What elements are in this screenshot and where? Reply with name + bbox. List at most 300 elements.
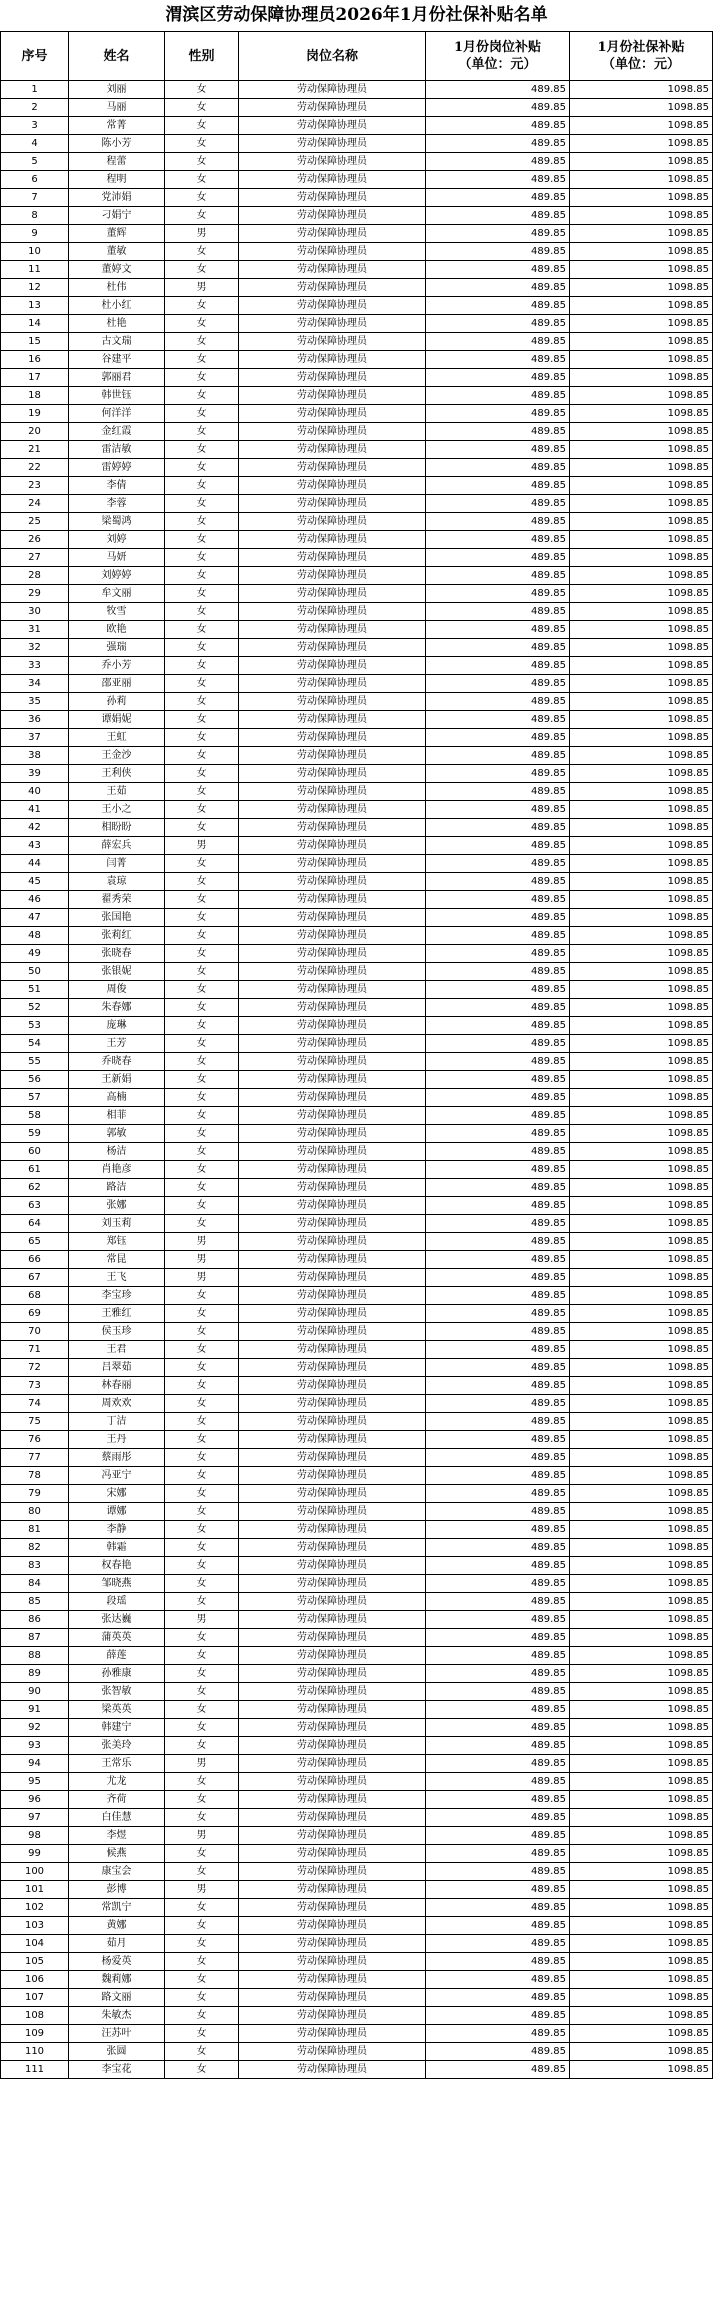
table-row [1,693,713,711]
row-position: 劳动保障协理员 [239,441,426,459]
header-social-subsidy [570,32,713,81]
row-index: 32 [1,639,69,657]
table-row [1,1017,713,1035]
row-gender: 女 [165,891,239,909]
row-index: 108 [1,2007,69,2025]
row-name: 马丽 [69,99,165,117]
row-post-subsidy: 489.85 [426,981,570,999]
row-position: 劳动保障协理员 [239,1899,426,1917]
table-row [1,1647,713,1665]
row-index: 104 [1,1935,69,1953]
row-gender: 女 [165,1917,239,1935]
row-position: 劳动保障协理员 [239,1773,426,1791]
row-name: 刁娟宁 [69,207,165,225]
table-row [1,1197,713,1215]
row-post-subsidy: 489.85 [426,585,570,603]
row-gender: 女 [165,765,239,783]
row-post-subsidy: 489.85 [426,1647,570,1665]
row-index: 21 [1,441,69,459]
row-post-subsidy: 489.85 [426,693,570,711]
row-name: 翟秀荣 [69,891,165,909]
row-social-subsidy: 1098.85 [570,189,713,207]
row-gender: 女 [165,1071,239,1089]
row-index: 99 [1,1845,69,1863]
row-social-subsidy: 1098.85 [570,1881,713,1899]
row-post-subsidy: 489.85 [426,1017,570,1035]
row-social-subsidy: 1098.85 [570,423,713,441]
row-post-subsidy: 489.85 [426,279,570,297]
row-index: 19 [1,405,69,423]
table-row [1,1575,713,1593]
row-index: 33 [1,657,69,675]
row-position: 劳动保障协理员 [239,1503,426,1521]
row-position: 劳动保障协理员 [239,603,426,621]
row-position: 劳动保障协理员 [239,1035,426,1053]
table-row [1,1665,713,1683]
row-post-subsidy: 489.85 [426,1683,570,1701]
row-name: 李静 [69,1521,165,1539]
row-post-subsidy: 489.85 [426,441,570,459]
row-gender: 女 [165,315,239,333]
row-gender: 女 [165,1197,239,1215]
row-index: 69 [1,1305,69,1323]
row-position: 劳动保障协理员 [239,1575,426,1593]
row-index: 70 [1,1323,69,1341]
row-name: 薛宏兵 [69,837,165,855]
row-post-subsidy: 489.85 [426,513,570,531]
row-index: 68 [1,1287,69,1305]
row-position: 劳动保障协理员 [239,1665,426,1683]
row-gender: 女 [165,1413,239,1431]
row-post-subsidy: 489.85 [426,1089,570,1107]
row-name: 强瑞 [69,639,165,657]
row-gender: 女 [165,1593,239,1611]
table-row [1,891,713,909]
row-position: 劳动保障协理员 [239,81,426,99]
table-row [1,567,713,585]
table-row [1,819,713,837]
row-position: 劳动保障协理员 [239,1485,426,1503]
row-gender: 女 [165,81,239,99]
row-position: 劳动保障协理员 [239,1791,426,1809]
row-name: 王小之 [69,801,165,819]
row-gender: 女 [165,1989,239,2007]
row-social-subsidy: 1098.85 [570,1053,713,1071]
row-gender: 女 [165,351,239,369]
row-index: 77 [1,1449,69,1467]
row-name: 李宝花 [69,2061,165,2079]
row-index: 31 [1,621,69,639]
row-name: 郭丽君 [69,369,165,387]
row-gender: 女 [165,855,239,873]
row-index: 94 [1,1755,69,1773]
row-social-subsidy: 1098.85 [570,1773,713,1791]
row-social-subsidy: 1098.85 [570,1107,713,1125]
row-post-subsidy: 489.85 [426,1215,570,1233]
row-position: 劳动保障协理员 [239,2007,426,2025]
row-post-subsidy: 489.85 [426,729,570,747]
row-post-subsidy: 489.85 [426,207,570,225]
row-post-subsidy: 489.85 [426,1251,570,1269]
table-row [1,99,713,117]
row-gender: 女 [165,1161,239,1179]
row-gender: 女 [165,783,239,801]
row-gender: 女 [165,1215,239,1233]
row-gender: 女 [165,639,239,657]
row-social-subsidy: 1098.85 [570,1503,713,1521]
row-social-subsidy: 1098.85 [570,1143,713,1161]
row-post-subsidy: 489.85 [426,225,570,243]
row-post-subsidy: 489.85 [426,387,570,405]
table-row [1,1629,713,1647]
row-position: 劳动保障协理员 [239,1089,426,1107]
row-social-subsidy: 1098.85 [570,1305,713,1323]
row-post-subsidy: 489.85 [426,711,570,729]
row-index: 44 [1,855,69,873]
row-gender: 女 [165,909,239,927]
row-social-subsidy: 1098.85 [570,1035,713,1053]
table-row [1,675,713,693]
row-gender: 女 [165,1431,239,1449]
table-row [1,1953,713,1971]
row-name: 党沛娟 [69,189,165,207]
row-post-subsidy: 489.85 [426,855,570,873]
row-name: 牧雪 [69,603,165,621]
table-row [1,351,713,369]
header-row [1,32,713,81]
row-index: 2 [1,99,69,117]
table-row [1,1863,713,1881]
row-index: 87 [1,1629,69,1647]
row-index: 11 [1,261,69,279]
row-index: 7 [1,189,69,207]
row-name: 王金沙 [69,747,165,765]
row-name: 刘玉莉 [69,1215,165,1233]
row-gender: 男 [165,1611,239,1629]
row-index: 16 [1,351,69,369]
row-social-subsidy: 1098.85 [570,549,713,567]
row-index: 75 [1,1413,69,1431]
row-index: 6 [1,171,69,189]
row-index: 5 [1,153,69,171]
row-social-subsidy: 1098.85 [570,837,713,855]
row-position: 劳动保障协理员 [239,693,426,711]
row-post-subsidy: 489.85 [426,1629,570,1647]
table-row [1,495,713,513]
row-position: 劳动保障协理员 [239,1323,426,1341]
table-row [1,729,713,747]
table-row [1,297,713,315]
row-gender: 女 [165,729,239,747]
row-name: 董敏 [69,243,165,261]
row-position: 劳动保障协理员 [239,585,426,603]
row-position: 劳动保障协理员 [239,1521,426,1539]
table-row [1,261,713,279]
row-social-subsidy: 1098.85 [570,1989,713,2007]
row-gender: 女 [165,1089,239,1107]
row-position: 劳动保障协理员 [239,1287,426,1305]
row-position: 劳动保障协理员 [239,1269,426,1287]
row-name: 闫菁 [69,855,165,873]
row-gender: 女 [165,1503,239,1521]
table-row [1,1269,713,1287]
row-position: 劳动保障协理员 [239,729,426,747]
row-index: 106 [1,1971,69,1989]
row-name: 庞琳 [69,1017,165,1035]
table-row [1,207,713,225]
row-index: 102 [1,1899,69,1917]
row-social-subsidy: 1098.85 [570,1737,713,1755]
table-row [1,459,713,477]
row-position: 劳动保障协理员 [239,801,426,819]
row-index: 8 [1,207,69,225]
row-name: 谭娟妮 [69,711,165,729]
row-index: 67 [1,1269,69,1287]
table-row [1,1521,713,1539]
row-index: 62 [1,1179,69,1197]
row-index: 63 [1,1197,69,1215]
row-position: 劳动保障协理员 [239,261,426,279]
row-gender: 女 [165,423,239,441]
row-position: 劳动保障协理员 [239,513,426,531]
row-social-subsidy: 1098.85 [570,1827,713,1845]
row-post-subsidy: 489.85 [426,495,570,513]
row-post-subsidy: 489.85 [426,945,570,963]
row-social-subsidy: 1098.85 [570,657,713,675]
row-social-subsidy: 1098.85 [570,999,713,1017]
table-row [1,315,713,333]
row-post-subsidy: 489.85 [426,1521,570,1539]
row-index: 74 [1,1395,69,1413]
table-row [1,1989,713,2007]
row-index: 100 [1,1863,69,1881]
row-index: 81 [1,1521,69,1539]
row-name: 古文瑞 [69,333,165,351]
table-row [1,2061,713,2079]
row-name: 王虹 [69,729,165,747]
table-row [1,1737,713,1755]
row-post-subsidy: 489.85 [426,1989,570,2007]
row-position: 劳动保障协理员 [239,117,426,135]
table-row [1,981,713,999]
row-post-subsidy: 489.85 [426,189,570,207]
row-position: 劳动保障协理员 [239,1881,426,1899]
row-social-subsidy: 1098.85 [570,1413,713,1431]
header-name: 姓名 [69,32,165,81]
row-gender: 男 [165,225,239,243]
row-post-subsidy: 489.85 [426,1071,570,1089]
row-index: 12 [1,279,69,297]
row-position: 劳动保障协理员 [239,135,426,153]
row-gender: 女 [165,1035,239,1053]
row-name: 杜小红 [69,297,165,315]
row-gender: 女 [165,981,239,999]
row-gender: 女 [165,387,239,405]
row-name: 路文丽 [69,1989,165,2007]
row-name: 雷婷婷 [69,459,165,477]
row-name: 王雅红 [69,1305,165,1323]
row-position: 劳动保障协理员 [239,999,426,1017]
row-post-subsidy: 489.85 [426,567,570,585]
row-position: 劳动保障协理员 [239,351,426,369]
row-gender: 女 [165,1737,239,1755]
table-row [1,387,713,405]
row-post-subsidy: 489.85 [426,999,570,1017]
row-post-subsidy: 489.85 [426,1305,570,1323]
row-social-subsidy: 1098.85 [570,351,713,369]
row-social-subsidy: 1098.85 [570,1557,713,1575]
row-social-subsidy: 1098.85 [570,1755,713,1773]
row-gender: 女 [165,369,239,387]
table-row [1,1377,713,1395]
row-social-subsidy: 1098.85 [570,1899,713,1917]
row-index: 15 [1,333,69,351]
row-gender: 女 [165,657,239,675]
row-social-subsidy: 1098.85 [570,909,713,927]
row-gender: 女 [165,1143,239,1161]
table-row [1,1143,713,1161]
row-position: 劳动保障协理员 [239,747,426,765]
row-index: 89 [1,1665,69,1683]
row-social-subsidy: 1098.85 [570,963,713,981]
row-gender: 女 [165,747,239,765]
row-index: 59 [1,1125,69,1143]
row-position: 劳动保障协理员 [239,315,426,333]
row-gender: 女 [165,801,239,819]
table-row [1,837,713,855]
row-index: 82 [1,1539,69,1557]
table-row [1,1593,713,1611]
row-gender: 女 [165,621,239,639]
table-row [1,1557,713,1575]
row-position: 劳动保障协理员 [239,855,426,873]
row-post-subsidy: 489.85 [426,639,570,657]
row-name: 宋娜 [69,1485,165,1503]
row-position: 劳动保障协理员 [239,1539,426,1557]
row-name: 吕翠茹 [69,1359,165,1377]
row-name: 张银妮 [69,963,165,981]
row-social-subsidy: 1098.85 [570,1809,713,1827]
row-gender: 女 [165,1773,239,1791]
table-row [1,243,713,261]
row-gender: 女 [165,1719,239,1737]
row-name: 茹月 [69,1935,165,1953]
row-social-subsidy: 1098.85 [570,1611,713,1629]
table-row [1,585,713,603]
row-index: 9 [1,225,69,243]
row-name: 张美玲 [69,1737,165,1755]
row-position: 劳动保障协理员 [239,1359,426,1377]
table-row [1,873,713,891]
table-row [1,1485,713,1503]
row-social-subsidy: 1098.85 [570,495,713,513]
table-row [1,1413,713,1431]
row-social-subsidy: 1098.85 [570,405,713,423]
row-index: 22 [1,459,69,477]
row-social-subsidy: 1098.85 [570,1467,713,1485]
row-post-subsidy: 489.85 [426,963,570,981]
header-social-subsidy-line1: 1月份社保补贴 [597,40,685,55]
table-row [1,1071,713,1089]
row-index: 72 [1,1359,69,1377]
row-position: 劳动保障协理员 [239,405,426,423]
subsidy-table [0,31,713,2079]
row-position: 劳动保障协理员 [239,99,426,117]
row-gender: 女 [165,2007,239,2025]
row-gender: 女 [165,1683,239,1701]
row-social-subsidy: 1098.85 [570,225,713,243]
row-social-subsidy: 1098.85 [570,1071,713,1089]
row-name: 张智敏 [69,1683,165,1701]
row-social-subsidy: 1098.85 [570,1575,713,1593]
row-social-subsidy: 1098.85 [570,1341,713,1359]
row-post-subsidy: 489.85 [426,1827,570,1845]
row-gender: 女 [165,675,239,693]
page-title: 渭滨区劳动保障协理员2026年1月份社保补贴名单 [165,5,548,25]
row-gender: 女 [165,297,239,315]
header-post-subsidy-line1: 1月份岗位补贴 [453,40,542,55]
row-name: 常昆 [69,1251,165,1269]
row-position: 劳动保障协理员 [239,765,426,783]
row-gender: 男 [165,1233,239,1251]
row-post-subsidy: 489.85 [426,873,570,891]
row-name: 谷建平 [69,351,165,369]
row-social-subsidy: 1098.85 [570,711,713,729]
row-gender: 女 [165,819,239,837]
row-index: 65 [1,1233,69,1251]
row-gender: 女 [165,1971,239,1989]
row-name: 相盼盼 [69,819,165,837]
row-index: 34 [1,675,69,693]
row-index: 58 [1,1107,69,1125]
row-gender: 女 [165,1395,239,1413]
row-name: 何洋洋 [69,405,165,423]
row-social-subsidy: 1098.85 [570,765,713,783]
row-name: 金红霞 [69,423,165,441]
header-post-subsidy [426,32,570,81]
row-post-subsidy: 489.85 [426,1413,570,1431]
row-position: 劳动保障协理员 [239,639,426,657]
row-name: 张莉红 [69,927,165,945]
row-social-subsidy: 1098.85 [570,1377,713,1395]
row-social-subsidy: 1098.85 [570,1701,713,1719]
row-position: 劳动保障协理员 [239,927,426,945]
row-social-subsidy: 1098.85 [570,1233,713,1251]
row-name: 牟文丽 [69,585,165,603]
row-gender: 女 [165,1377,239,1395]
row-name: 李倩 [69,477,165,495]
row-post-subsidy: 489.85 [426,1503,570,1521]
row-position: 劳动保障协理员 [239,369,426,387]
table-row [1,909,713,927]
row-gender: 女 [165,477,239,495]
row-position: 劳动保障协理员 [239,153,426,171]
row-gender: 女 [165,963,239,981]
row-social-subsidy: 1098.85 [570,1863,713,1881]
row-social-subsidy: 1098.85 [570,315,713,333]
row-name: 郭敏 [69,1125,165,1143]
table-row [1,333,713,351]
row-index: 84 [1,1575,69,1593]
row-social-subsidy: 1098.85 [570,1845,713,1863]
row-position: 劳动保障协理员 [239,1953,426,1971]
row-name: 丁洁 [69,1413,165,1431]
row-position: 劳动保障协理员 [239,333,426,351]
row-position: 劳动保障协理员 [239,711,426,729]
table-row [1,765,713,783]
row-position: 劳动保障协理员 [239,1377,426,1395]
row-name: 冯亚宁 [69,1467,165,1485]
